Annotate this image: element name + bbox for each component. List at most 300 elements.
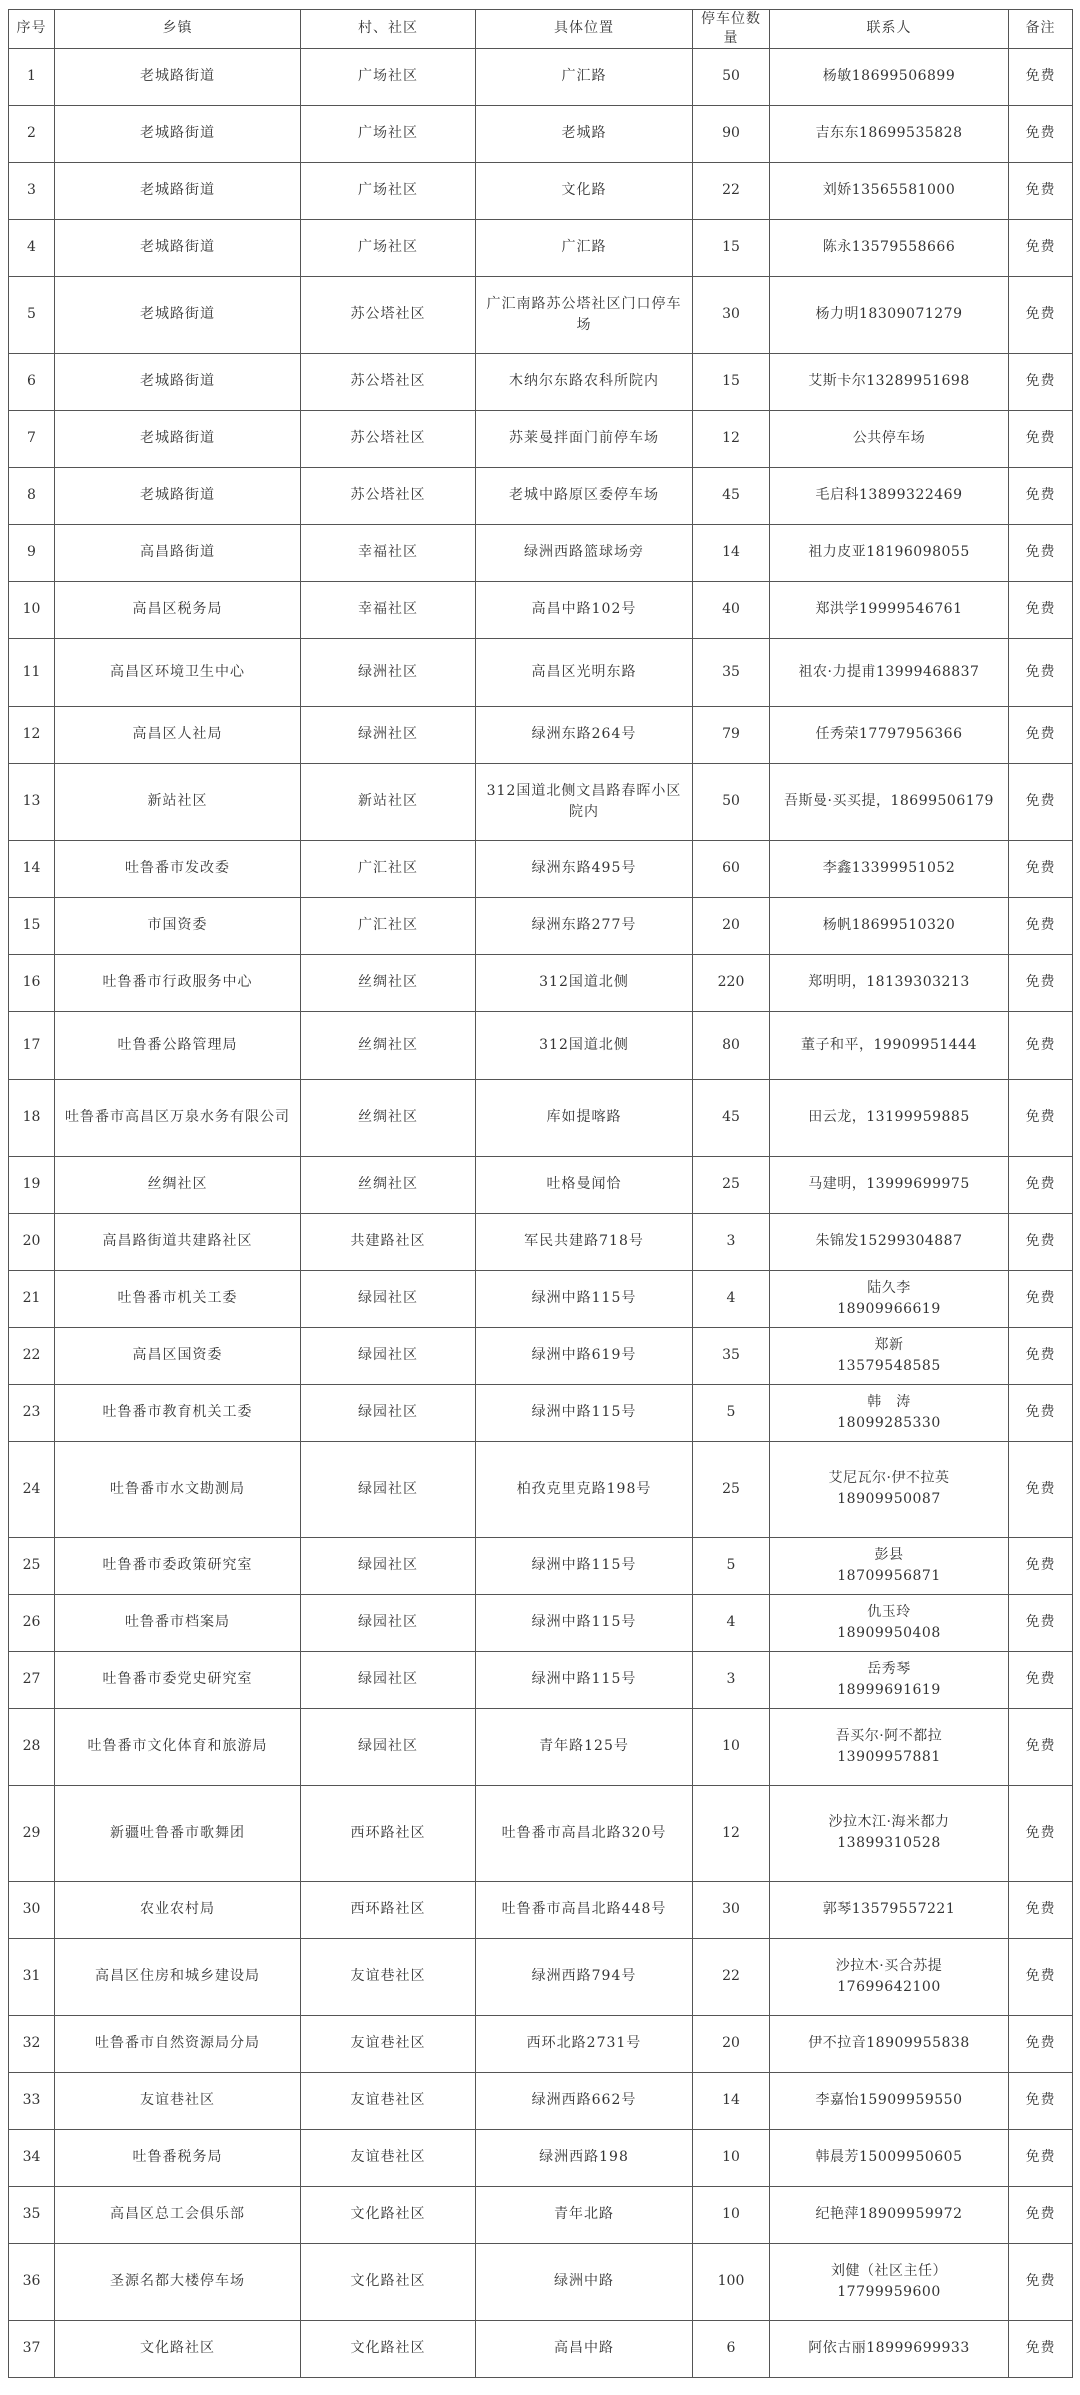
col-index-cell: 7 — [9, 410, 55, 467]
col-note-cell: 免费 — [1009, 840, 1073, 897]
col-contact-cell: 陆久李 18909966619 — [770, 1270, 1009, 1327]
col-contact-cell: 纪艳萍18909959972 — [770, 2186, 1009, 2243]
col-spaces-cell: 25 — [693, 1156, 770, 1213]
col-spaces-cell: 25 — [693, 1441, 770, 1537]
col-note-cell: 免费 — [1009, 763, 1073, 840]
col-note-cell: 免费 — [1009, 1213, 1073, 1270]
col-spaces-cell: 80 — [693, 1011, 770, 1079]
col-note-cell: 免费 — [1009, 467, 1073, 524]
table-row — [9, 410, 1073, 467]
col-index-cell: 8 — [9, 467, 55, 524]
header-col-location: 具体位置 — [476, 10, 693, 49]
col-contact-cell: 马建明，13999699975 — [770, 1156, 1009, 1213]
col-contact-cell: 岳秀琴 18999691619 — [770, 1651, 1009, 1708]
col-spaces-cell: 15 — [693, 219, 770, 276]
col-note-cell: 免费 — [1009, 2072, 1073, 2129]
col-location-cell: 312国道北侧 — [476, 954, 693, 1011]
parking-table-sheet — [8, 9, 1072, 2378]
col-location-cell: 绿洲东路495号 — [476, 840, 693, 897]
table-row — [9, 2320, 1073, 2377]
col-community-cell: 苏公塔社区 — [301, 467, 476, 524]
col-note-cell: 免费 — [1009, 48, 1073, 105]
col-contact-cell: 吉东东18699535828 — [770, 105, 1009, 162]
col-index-cell: 14 — [9, 840, 55, 897]
col-spaces-cell: 40 — [693, 581, 770, 638]
col-spaces-cell: 50 — [693, 763, 770, 840]
col-spaces-cell: 15 — [693, 353, 770, 410]
col-note-cell: 免费 — [1009, 2320, 1073, 2377]
col-contact-cell: 李鑫13399951052 — [770, 840, 1009, 897]
col-note-cell: 免费 — [1009, 219, 1073, 276]
col-contact-cell: 任秀荣17797956366 — [770, 706, 1009, 763]
col-community-cell: 绿洲社区 — [301, 706, 476, 763]
table-row — [9, 1384, 1073, 1441]
col-spaces-cell: 4 — [693, 1594, 770, 1651]
col-township-cell: 农业农村局 — [55, 1881, 301, 1938]
col-location-cell: 文化路 — [476, 162, 693, 219]
col-contact-cell: 彭县 18709956871 — [770, 1537, 1009, 1594]
col-community-cell: 苏公塔社区 — [301, 410, 476, 467]
col-contact-cell: 公共停车场 — [770, 410, 1009, 467]
col-spaces-cell: 22 — [693, 162, 770, 219]
table-row — [9, 276, 1073, 353]
col-contact-cell: 毛启科13899322469 — [770, 467, 1009, 524]
col-contact-cell: 韩晨芳15009950605 — [770, 2129, 1009, 2186]
col-location-cell: 绿洲中路115号 — [476, 1270, 693, 1327]
col-contact-cell: 刘健（社区主任） 17799959600 — [770, 2243, 1009, 2320]
col-spaces-cell: 45 — [693, 467, 770, 524]
col-index-cell: 10 — [9, 581, 55, 638]
col-spaces-cell: 30 — [693, 276, 770, 353]
col-spaces-cell: 90 — [693, 105, 770, 162]
col-township-cell: 老城路街道 — [55, 410, 301, 467]
col-spaces-cell: 14 — [693, 2072, 770, 2129]
col-index-cell: 16 — [9, 954, 55, 1011]
col-spaces-cell: 35 — [693, 638, 770, 706]
col-location-cell: 吐格曼闻恰 — [476, 1156, 693, 1213]
col-note-cell: 免费 — [1009, 1156, 1073, 1213]
col-location-cell: 老城中路原区委停车场 — [476, 467, 693, 524]
col-index-cell: 23 — [9, 1384, 55, 1441]
col-note-cell: 免费 — [1009, 1651, 1073, 1708]
col-location-cell: 绿洲西路662号 — [476, 2072, 693, 2129]
col-note-cell: 免费 — [1009, 1881, 1073, 1938]
col-location-cell: 广汇路 — [476, 48, 693, 105]
col-note-cell: 免费 — [1009, 1079, 1073, 1156]
col-contact-cell: 陈永13579558666 — [770, 219, 1009, 276]
col-contact-cell: 杨帆18699510320 — [770, 897, 1009, 954]
col-contact-cell: 杨敏18699506899 — [770, 48, 1009, 105]
col-index-cell: 17 — [9, 1011, 55, 1079]
col-contact-cell: 伊不拉音18909955838 — [770, 2015, 1009, 2072]
col-township-cell: 高昌路街道 — [55, 524, 301, 581]
table-row — [9, 1881, 1073, 1938]
col-note-cell: 免费 — [1009, 105, 1073, 162]
col-spaces-cell: 60 — [693, 840, 770, 897]
table-row — [9, 467, 1073, 524]
col-community-cell: 广场社区 — [301, 162, 476, 219]
table-row — [9, 954, 1073, 1011]
table-row — [9, 1785, 1073, 1881]
col-community-cell: 广场社区 — [301, 219, 476, 276]
col-township-cell: 老城路街道 — [55, 467, 301, 524]
col-contact-cell: 沙拉木江·海米都力 13899310528 — [770, 1785, 1009, 1881]
col-index-cell: 21 — [9, 1270, 55, 1327]
parking-table — [8, 9, 1073, 2378]
col-note-cell: 免费 — [1009, 2186, 1073, 2243]
col-spaces-cell: 12 — [693, 1785, 770, 1881]
header-col-index: 序号 — [9, 10, 55, 49]
col-township-cell: 吐鲁番市委党史研究室 — [55, 1651, 301, 1708]
col-spaces-cell: 30 — [693, 1881, 770, 1938]
col-note-cell: 免费 — [1009, 2015, 1073, 2072]
col-spaces-cell: 20 — [693, 897, 770, 954]
col-spaces-cell: 10 — [693, 2129, 770, 2186]
table-row — [9, 353, 1073, 410]
col-spaces-cell: 22 — [693, 1938, 770, 2015]
col-note-cell: 免费 — [1009, 1785, 1073, 1881]
col-location-cell: 绿洲西路198 — [476, 2129, 693, 2186]
table-row — [9, 897, 1073, 954]
col-index-cell: 19 — [9, 1156, 55, 1213]
col-contact-cell: 仇玉玲 18909950408 — [770, 1594, 1009, 1651]
col-spaces-cell: 10 — [693, 2186, 770, 2243]
table-row — [9, 763, 1073, 840]
col-township-cell: 高昌路街道共建路社区 — [55, 1213, 301, 1270]
col-contact-cell: 艾尼瓦尔·伊不拉英 18909950087 — [770, 1441, 1009, 1537]
table-row — [9, 1270, 1073, 1327]
col-township-cell: 高昌区环境卫生中心 — [55, 638, 301, 706]
col-contact-cell: 吾斯曼·买买提，18699506179 — [770, 763, 1009, 840]
table-row — [9, 2072, 1073, 2129]
col-location-cell: 高昌中路 — [476, 2320, 693, 2377]
col-note-cell: 免费 — [1009, 1327, 1073, 1384]
col-index-cell: 22 — [9, 1327, 55, 1384]
col-contact-cell: 郑明明，18139303213 — [770, 954, 1009, 1011]
col-location-cell: 绿洲西路篮球场旁 — [476, 524, 693, 581]
header-col-contact: 联系人 — [770, 10, 1009, 49]
table-row — [9, 162, 1073, 219]
col-contact-cell: 刘娇13565581000 — [770, 162, 1009, 219]
col-community-cell: 苏公塔社区 — [301, 353, 476, 410]
col-township-cell: 高昌区国资委 — [55, 1327, 301, 1384]
col-index-cell: 12 — [9, 706, 55, 763]
table-row — [9, 48, 1073, 105]
col-community-cell: 幸福社区 — [301, 581, 476, 638]
col-township-cell: 老城路街道 — [55, 353, 301, 410]
col-community-cell: 广场社区 — [301, 48, 476, 105]
col-community-cell: 绿园社区 — [301, 1270, 476, 1327]
col-note-cell: 免费 — [1009, 1594, 1073, 1651]
col-township-cell: 高昌区住房和城乡建设局 — [55, 1938, 301, 2015]
col-spaces-cell: 3 — [693, 1213, 770, 1270]
col-contact-cell: 郑洪学19999546761 — [770, 581, 1009, 638]
table-row — [9, 1213, 1073, 1270]
col-note-cell: 免费 — [1009, 1537, 1073, 1594]
col-community-cell: 文化路社区 — [301, 2243, 476, 2320]
col-community-cell: 绿园社区 — [301, 1384, 476, 1441]
col-community-cell: 绿园社区 — [301, 1651, 476, 1708]
col-spaces-cell: 45 — [693, 1079, 770, 1156]
col-spaces-cell: 100 — [693, 2243, 770, 2320]
col-contact-cell: 祖力皮亚18196098055 — [770, 524, 1009, 581]
col-index-cell: 4 — [9, 219, 55, 276]
col-index-cell: 28 — [9, 1708, 55, 1785]
col-township-cell: 丝绸社区 — [55, 1156, 301, 1213]
col-spaces-cell: 6 — [693, 2320, 770, 2377]
col-spaces-cell: 220 — [693, 954, 770, 1011]
col-community-cell: 友谊巷社区 — [301, 2072, 476, 2129]
col-township-cell: 吐鲁番市文化体育和旅游局 — [55, 1708, 301, 1785]
table-row — [9, 524, 1073, 581]
col-location-cell: 柏孜克里克路198号 — [476, 1441, 693, 1537]
col-location-cell: 绿洲中路115号 — [476, 1594, 693, 1651]
col-spaces-cell: 4 — [693, 1270, 770, 1327]
table-row — [9, 2243, 1073, 2320]
col-spaces-cell: 10 — [693, 1708, 770, 1785]
table-row — [9, 105, 1073, 162]
col-township-cell: 老城路街道 — [55, 219, 301, 276]
col-index-cell: 36 — [9, 2243, 55, 2320]
col-community-cell: 丝绸社区 — [301, 954, 476, 1011]
col-township-cell: 老城路街道 — [55, 105, 301, 162]
col-spaces-cell: 35 — [693, 1327, 770, 1384]
col-township-cell: 老城路街道 — [55, 48, 301, 105]
col-index-cell: 32 — [9, 2015, 55, 2072]
col-location-cell: 312国道北侧文昌路春晖小区院内 — [476, 763, 693, 840]
col-community-cell: 文化路社区 — [301, 2186, 476, 2243]
table-row — [9, 1441, 1073, 1537]
col-community-cell: 丝绸社区 — [301, 1011, 476, 1079]
col-community-cell: 友谊巷社区 — [301, 2015, 476, 2072]
header-col-township: 乡镇 — [55, 10, 301, 49]
col-index-cell: 29 — [9, 1785, 55, 1881]
col-location-cell: 高昌区光明东路 — [476, 638, 693, 706]
table-row — [9, 581, 1073, 638]
table-row — [9, 1651, 1073, 1708]
col-note-cell: 免费 — [1009, 2129, 1073, 2186]
col-location-cell: 绿洲中路115号 — [476, 1384, 693, 1441]
col-note-cell: 免费 — [1009, 276, 1073, 353]
col-community-cell: 绿园社区 — [301, 1441, 476, 1537]
col-community-cell: 绿园社区 — [301, 1327, 476, 1384]
col-location-cell: 绿洲中路115号 — [476, 1651, 693, 1708]
col-index-cell: 1 — [9, 48, 55, 105]
col-township-cell: 吐鲁番市水文勘测局 — [55, 1441, 301, 1537]
col-note-cell: 免费 — [1009, 410, 1073, 467]
col-spaces-cell: 14 — [693, 524, 770, 581]
col-spaces-cell: 5 — [693, 1537, 770, 1594]
col-note-cell: 免费 — [1009, 954, 1073, 1011]
col-township-cell: 吐鲁番市行政服务中心 — [55, 954, 301, 1011]
col-index-cell: 34 — [9, 2129, 55, 2186]
col-contact-cell: 郭琴13579557221 — [770, 1881, 1009, 1938]
col-community-cell: 西环路社区 — [301, 1785, 476, 1881]
col-township-cell: 吐鲁番市教育机关工委 — [55, 1384, 301, 1441]
col-township-cell: 高昌区总工会俱乐部 — [55, 2186, 301, 2243]
col-note-cell: 免费 — [1009, 162, 1073, 219]
col-note-cell: 免费 — [1009, 1938, 1073, 2015]
col-index-cell: 37 — [9, 2320, 55, 2377]
col-township-cell: 高昌区税务局 — [55, 581, 301, 638]
col-index-cell: 20 — [9, 1213, 55, 1270]
col-location-cell: 绿洲西路794号 — [476, 1938, 693, 2015]
col-contact-cell: 李嘉怡15909959550 — [770, 2072, 1009, 2129]
col-index-cell: 15 — [9, 897, 55, 954]
col-township-cell: 吐鲁番公路管理局 — [55, 1011, 301, 1079]
table-row — [9, 1938, 1073, 2015]
table-row — [9, 219, 1073, 276]
col-location-cell: 绿洲东路277号 — [476, 897, 693, 954]
col-community-cell: 绿园社区 — [301, 1594, 476, 1651]
col-location-cell: 绿洲中路619号 — [476, 1327, 693, 1384]
col-township-cell: 吐鲁番市档案局 — [55, 1594, 301, 1651]
col-contact-cell: 吾买尔·阿不都拉 13909957881 — [770, 1708, 1009, 1785]
col-township-cell: 吐鲁番税务局 — [55, 2129, 301, 2186]
col-index-cell: 13 — [9, 763, 55, 840]
col-township-cell: 老城路街道 — [55, 162, 301, 219]
col-township-cell: 吐鲁番市发改委 — [55, 840, 301, 897]
col-location-cell: 广汇路 — [476, 219, 693, 276]
table-row — [9, 706, 1073, 763]
col-location-cell: 老城路 — [476, 105, 693, 162]
col-note-cell: 免费 — [1009, 706, 1073, 763]
table-row — [9, 1708, 1073, 1785]
col-spaces-cell: 20 — [693, 2015, 770, 2072]
table-row — [9, 840, 1073, 897]
col-index-cell: 2 — [9, 105, 55, 162]
col-contact-cell: 董子和平，19909951444 — [770, 1011, 1009, 1079]
col-contact-cell: 郑新 13579548585 — [770, 1327, 1009, 1384]
col-index-cell: 26 — [9, 1594, 55, 1651]
col-community-cell: 苏公塔社区 — [301, 276, 476, 353]
col-spaces-cell: 12 — [693, 410, 770, 467]
col-spaces-cell: 50 — [693, 48, 770, 105]
col-community-cell: 幸福社区 — [301, 524, 476, 581]
table-row — [9, 2186, 1073, 2243]
col-location-cell: 吐鲁番市高昌北路448号 — [476, 1881, 693, 1938]
col-township-cell: 吐鲁番市机关工委 — [55, 1270, 301, 1327]
col-location-cell: 青年北路 — [476, 2186, 693, 2243]
col-index-cell: 25 — [9, 1537, 55, 1594]
col-location-cell: 绿洲中路 — [476, 2243, 693, 2320]
col-township-cell: 吐鲁番市自然资源局分局 — [55, 2015, 301, 2072]
col-note-cell: 免费 — [1009, 1270, 1073, 1327]
header-col-spaces: 停车位数量 — [693, 10, 770, 49]
col-township-cell: 新疆吐鲁番市歌舞团 — [55, 1785, 301, 1881]
col-township-cell: 圣源名都大楼停车场 — [55, 2243, 301, 2320]
col-community-cell: 新站社区 — [301, 763, 476, 840]
col-note-cell: 免费 — [1009, 1011, 1073, 1079]
col-location-cell: 312国道北侧 — [476, 1011, 693, 1079]
col-note-cell: 免费 — [1009, 2243, 1073, 2320]
col-location-cell: 青年路125号 — [476, 1708, 693, 1785]
col-location-cell: 西环北路2731号 — [476, 2015, 693, 2072]
col-index-cell: 24 — [9, 1441, 55, 1537]
col-community-cell: 丝绸社区 — [301, 1156, 476, 1213]
col-community-cell: 绿园社区 — [301, 1537, 476, 1594]
col-location-cell: 军民共建路718号 — [476, 1213, 693, 1270]
col-spaces-cell: 5 — [693, 1384, 770, 1441]
col-index-cell: 18 — [9, 1079, 55, 1156]
col-community-cell: 广汇社区 — [301, 840, 476, 897]
table-row — [9, 2129, 1073, 2186]
table-row — [9, 1079, 1073, 1156]
col-location-cell: 广汇南路苏公塔社区门口停车场 — [476, 276, 693, 353]
col-township-cell: 吐鲁番市委政策研究室 — [55, 1537, 301, 1594]
table-row — [9, 1327, 1073, 1384]
col-index-cell: 6 — [9, 353, 55, 410]
col-community-cell: 西环路社区 — [301, 1881, 476, 1938]
col-contact-cell: 朱锦发15299304887 — [770, 1213, 1009, 1270]
col-index-cell: 35 — [9, 2186, 55, 2243]
col-township-cell: 市国资委 — [55, 897, 301, 954]
header-col-note: 备注 — [1009, 10, 1073, 49]
table-row — [9, 1594, 1073, 1651]
col-community-cell: 广汇社区 — [301, 897, 476, 954]
col-community-cell: 共建路社区 — [301, 1213, 476, 1270]
col-index-cell: 27 — [9, 1651, 55, 1708]
table-row — [9, 1537, 1073, 1594]
col-index-cell: 31 — [9, 1938, 55, 2015]
table-row — [9, 1156, 1073, 1213]
col-contact-cell: 杨力明18309071279 — [770, 276, 1009, 353]
col-community-cell: 绿园社区 — [301, 1708, 476, 1785]
col-location-cell: 苏莱曼拌面门前停车场 — [476, 410, 693, 467]
col-index-cell: 5 — [9, 276, 55, 353]
table-row — [9, 638, 1073, 706]
col-community-cell: 广场社区 — [301, 105, 476, 162]
table-body — [9, 48, 1073, 2377]
col-location-cell: 绿洲东路264号 — [476, 706, 693, 763]
col-contact-cell: 祖农·力提甫13999468837 — [770, 638, 1009, 706]
table-row — [9, 2015, 1073, 2072]
col-note-cell: 免费 — [1009, 1441, 1073, 1537]
header-col-community: 村、社区 — [301, 10, 476, 49]
col-index-cell: 9 — [9, 524, 55, 581]
col-location-cell: 高昌中路102号 — [476, 581, 693, 638]
col-note-cell: 免费 — [1009, 897, 1073, 954]
col-index-cell: 30 — [9, 1881, 55, 1938]
col-township-cell: 高昌区人社局 — [55, 706, 301, 763]
col-location-cell: 绿洲中路115号 — [476, 1537, 693, 1594]
table-header — [9, 10, 1073, 49]
col-spaces-cell: 3 — [693, 1651, 770, 1708]
col-location-cell: 库如提喀路 — [476, 1079, 693, 1156]
header-row — [9, 10, 1073, 49]
col-community-cell: 友谊巷社区 — [301, 1938, 476, 2015]
col-note-cell: 免费 — [1009, 524, 1073, 581]
col-community-cell: 文化路社区 — [301, 2320, 476, 2377]
col-index-cell: 33 — [9, 2072, 55, 2129]
col-index-cell: 3 — [9, 162, 55, 219]
col-note-cell: 免费 — [1009, 353, 1073, 410]
col-township-cell: 新站社区 — [55, 763, 301, 840]
col-contact-cell: 阿依古丽18999699933 — [770, 2320, 1009, 2377]
col-location-cell: 吐鲁番市高昌北路320号 — [476, 1785, 693, 1881]
col-contact-cell: 沙拉木·买合苏提 17699642100 — [770, 1938, 1009, 2015]
col-note-cell: 免费 — [1009, 638, 1073, 706]
table-row — [9, 1011, 1073, 1079]
col-township-cell: 文化路社区 — [55, 2320, 301, 2377]
col-spaces-cell: 79 — [693, 706, 770, 763]
col-contact-cell: 艾斯卡尔13289951698 — [770, 353, 1009, 410]
col-community-cell: 丝绸社区 — [301, 1079, 476, 1156]
col-note-cell: 免费 — [1009, 1708, 1073, 1785]
col-community-cell: 友谊巷社区 — [301, 2129, 476, 2186]
col-note-cell: 免费 — [1009, 581, 1073, 638]
col-location-cell: 木纳尔东路农科所院内 — [476, 353, 693, 410]
